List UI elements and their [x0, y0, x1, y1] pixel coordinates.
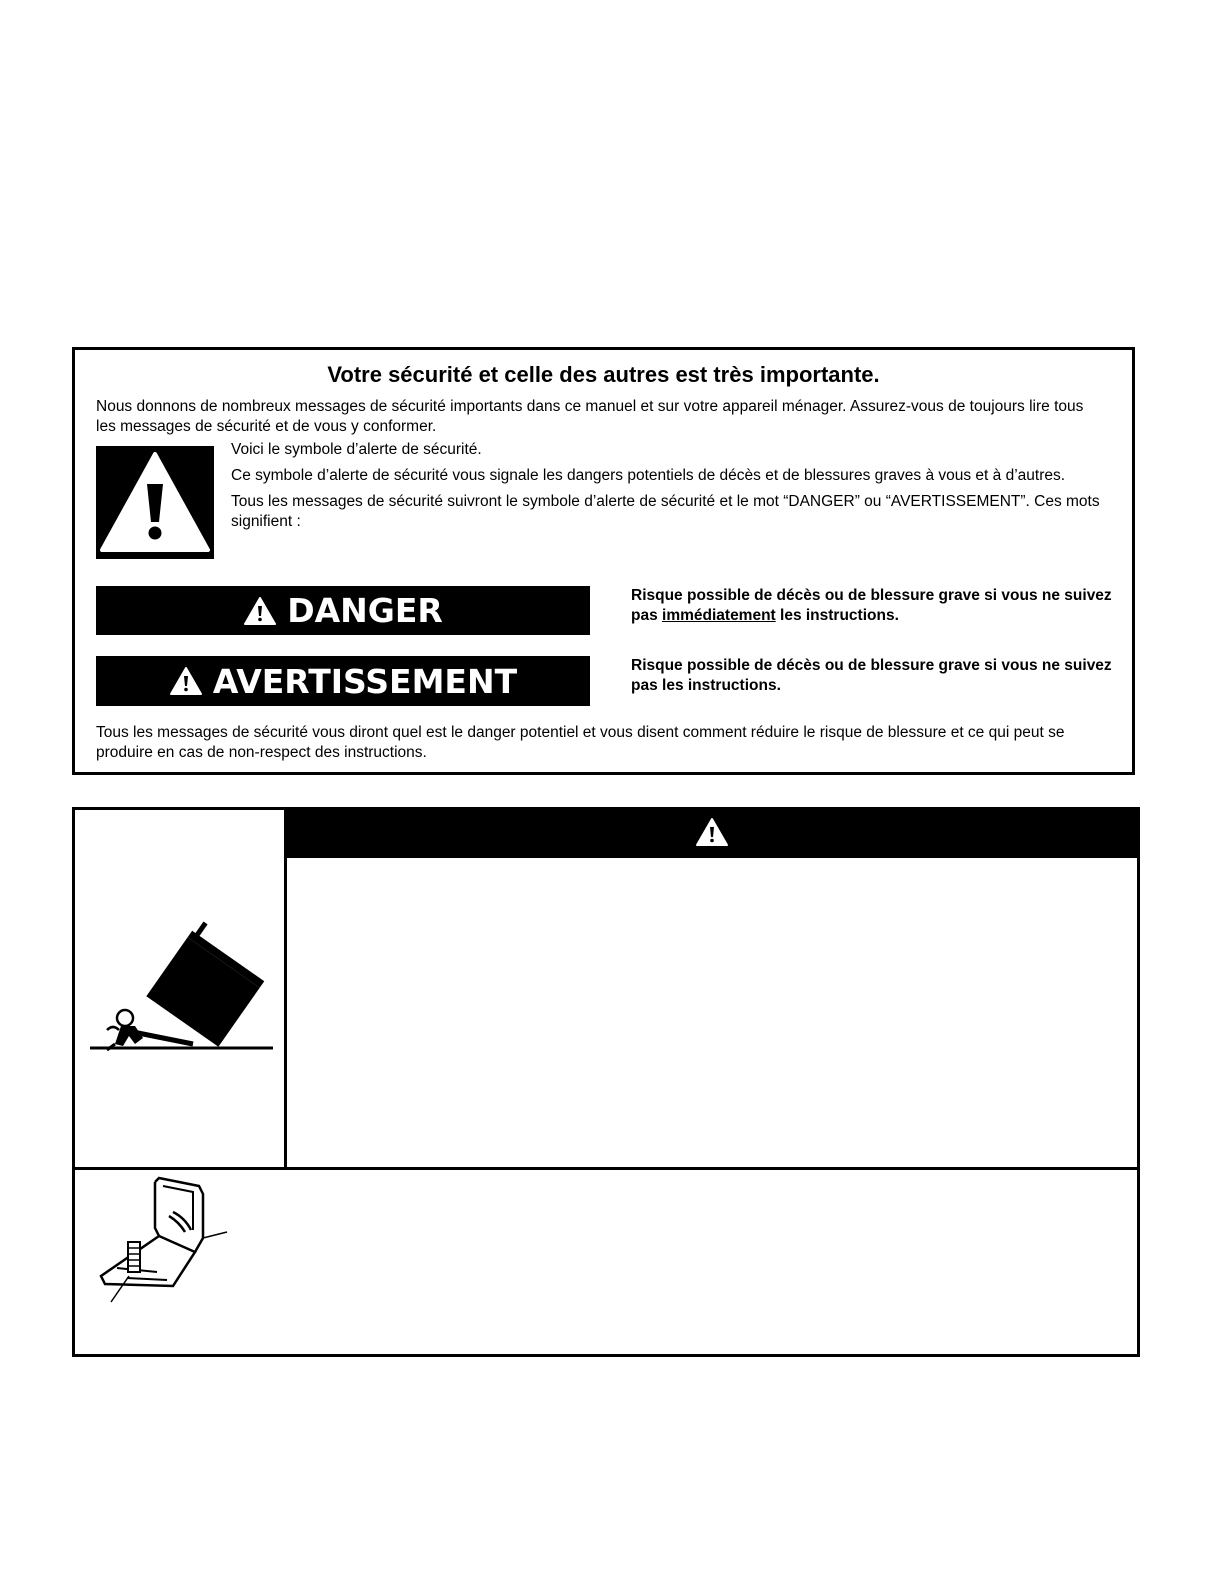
symbol-line-3: Tous les messages de sécurité suivront le symbole d’alerte de sécurité et le mot “DANGER” ou “AVERTISSEMENT”. Ces mots signifient : [231, 493, 1100, 530]
anti-tip-bracket-illustration [97, 1172, 237, 1312]
symbol-explanation [231, 440, 1101, 538]
safety-intro: Nous donnons de nombreux messages de sécurité importants dans ce manuel et sur votre appareil ménager. Assurez-vous de toujours lire tous les messages de sécurité et de vous y conformer. [96, 398, 1084, 435]
danger-label: DANGER [287, 591, 443, 630]
avertissement-label: AVERTISSEMENT [212, 661, 518, 701]
danger-desc-part-b: les instructions. [775, 607, 899, 624]
danger-desc-part-a: Risque possible de décès ou de blessure grave si vous ne suivez pas [631, 587, 1112, 624]
avertissement-banner [96, 656, 590, 706]
avertissement-description: Risque possible de décès ou de blessure grave si vous ne suivez pas les instructions. [631, 657, 1112, 694]
safety-info-box [72, 347, 1135, 775]
bracket-cell [75, 1170, 1137, 1354]
danger-desc-emphasis: immédiatement [662, 607, 776, 624]
danger-description [631, 586, 1136, 626]
warning-header [287, 810, 1137, 858]
tip-over-child-illustration [85, 920, 275, 1060]
warning-triangle-icon [169, 666, 203, 696]
symbol-line-2: Ce symbole d’alerte de sécurité vous signale les dangers potentiels de décès et de blessures graves à vous et à d’autres. [231, 467, 1066, 484]
safety-outro: Tous les messages de sécurité vous diront quel est le danger potentiel et vous disent comment réduire le risque de blessure et ce qui peut se produire en cas de non-respect des instructions. [96, 724, 1065, 761]
safety-title: Votre sécurité et celle des autres est très importante. [327, 362, 880, 387]
tip-over-cell [75, 810, 287, 1167]
tip-over-warning-box [72, 807, 1140, 1357]
warning-body [290, 858, 1137, 1167]
safety-alert-symbol-icon [96, 446, 214, 559]
warning-triangle-icon [695, 817, 729, 852]
danger-banner [96, 586, 590, 635]
warning-triangle-icon [243, 596, 277, 626]
symbol-line-1: Voici le symbole d’alerte de sécurité. [231, 441, 482, 458]
